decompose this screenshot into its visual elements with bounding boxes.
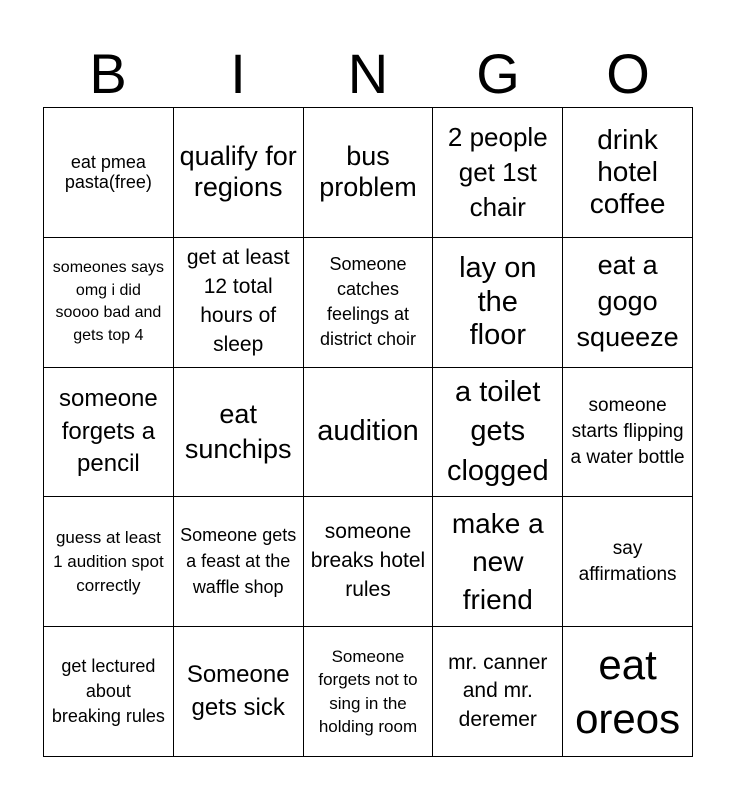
cell-text: a toilet gets clogged [446, 376, 549, 487]
cell-text: Someone forgets not to sing in the holding room [318, 647, 418, 736]
bingo-cell[interactable] [44, 497, 174, 627]
bingo-cell[interactable] [303, 627, 433, 757]
header-letter-n: N [347, 42, 389, 105]
bingo-cell[interactable] [433, 237, 563, 367]
header-letter-i: I [230, 42, 246, 105]
bingo-cell[interactable] [433, 627, 563, 757]
bingo-cell[interactable] [303, 497, 433, 627]
cell-text: Someone gets a feast at the waffle shop [180, 525, 297, 597]
cell-text: lay on the floor [459, 252, 537, 351]
cell-text: mr. canner and mr. deremer [448, 651, 548, 731]
bingo-cell[interactable] [173, 108, 303, 238]
bingo-card [43, 107, 693, 757]
cell-text: bus problem [319, 141, 417, 203]
bingo-cell[interactable] [563, 237, 693, 367]
cell-text: someone breaks hotel rules [310, 520, 426, 602]
bingo-row [44, 237, 693, 367]
header-letter-b: B [89, 42, 127, 105]
cell-text: eat sunchips [184, 398, 292, 464]
cell-text: eat oreos [575, 640, 681, 742]
bingo-cell[interactable] [303, 108, 433, 238]
bingo-cell[interactable] [303, 367, 433, 497]
cell-text: eat a gogo squeeze [576, 250, 679, 353]
bingo-cell[interactable] [173, 237, 303, 367]
cell-text: audition [317, 415, 419, 448]
cell-text: make a new friend [451, 507, 544, 615]
bingo-cell[interactable] [563, 497, 693, 627]
bingo-header [43, 40, 693, 108]
bingo-row [44, 497, 693, 627]
bingo-row [44, 108, 693, 238]
header-letter-g: G [476, 42, 520, 105]
bingo-cell[interactable] [173, 627, 303, 757]
bingo-cell[interactable] [303, 237, 433, 367]
cell-text: get at least 12 total hours of sleep [186, 246, 290, 357]
bingo-row [44, 367, 693, 497]
cell-text: 2 people get 1st chair [447, 121, 548, 222]
header-letter-o: O [606, 42, 650, 105]
cell-text: someones says omg i did soooo bad and gets top 4 [52, 259, 164, 344]
bingo-cell[interactable] [44, 237, 174, 367]
cell-text: get lectured about breaking rules [51, 655, 165, 727]
bingo-cell[interactable] [433, 108, 563, 238]
cell-text: qualify for regions [179, 141, 297, 203]
cell-text: someone forgets a pencil [59, 385, 158, 478]
cell-text: drink hotel coffee [589, 124, 666, 220]
cell-text: say affirmations [578, 537, 677, 585]
bingo-cell[interactable] [433, 367, 563, 497]
bingo-cell[interactable] [44, 108, 174, 238]
cell-text: Someone catches feelings at district choir [319, 253, 416, 350]
bingo-cell[interactable] [173, 497, 303, 627]
bingo-cell[interactable] [563, 627, 693, 757]
cell-text: someone starts flipping a water bottle [570, 394, 685, 469]
cell-text: guess at least 1 audition spot correctly [53, 528, 164, 595]
cell-text: Someone gets sick [186, 661, 290, 721]
bingo-cell[interactable] [433, 497, 563, 627]
bingo-cell[interactable] [563, 108, 693, 238]
bingo-cell[interactable] [173, 367, 303, 497]
bingo-cell[interactable] [44, 627, 174, 757]
bingo-row [44, 627, 693, 757]
bingo-cell[interactable] [44, 367, 174, 497]
bingo-cell[interactable] [563, 367, 693, 497]
cell-text: eat pmea pasta(free) [64, 151, 152, 193]
